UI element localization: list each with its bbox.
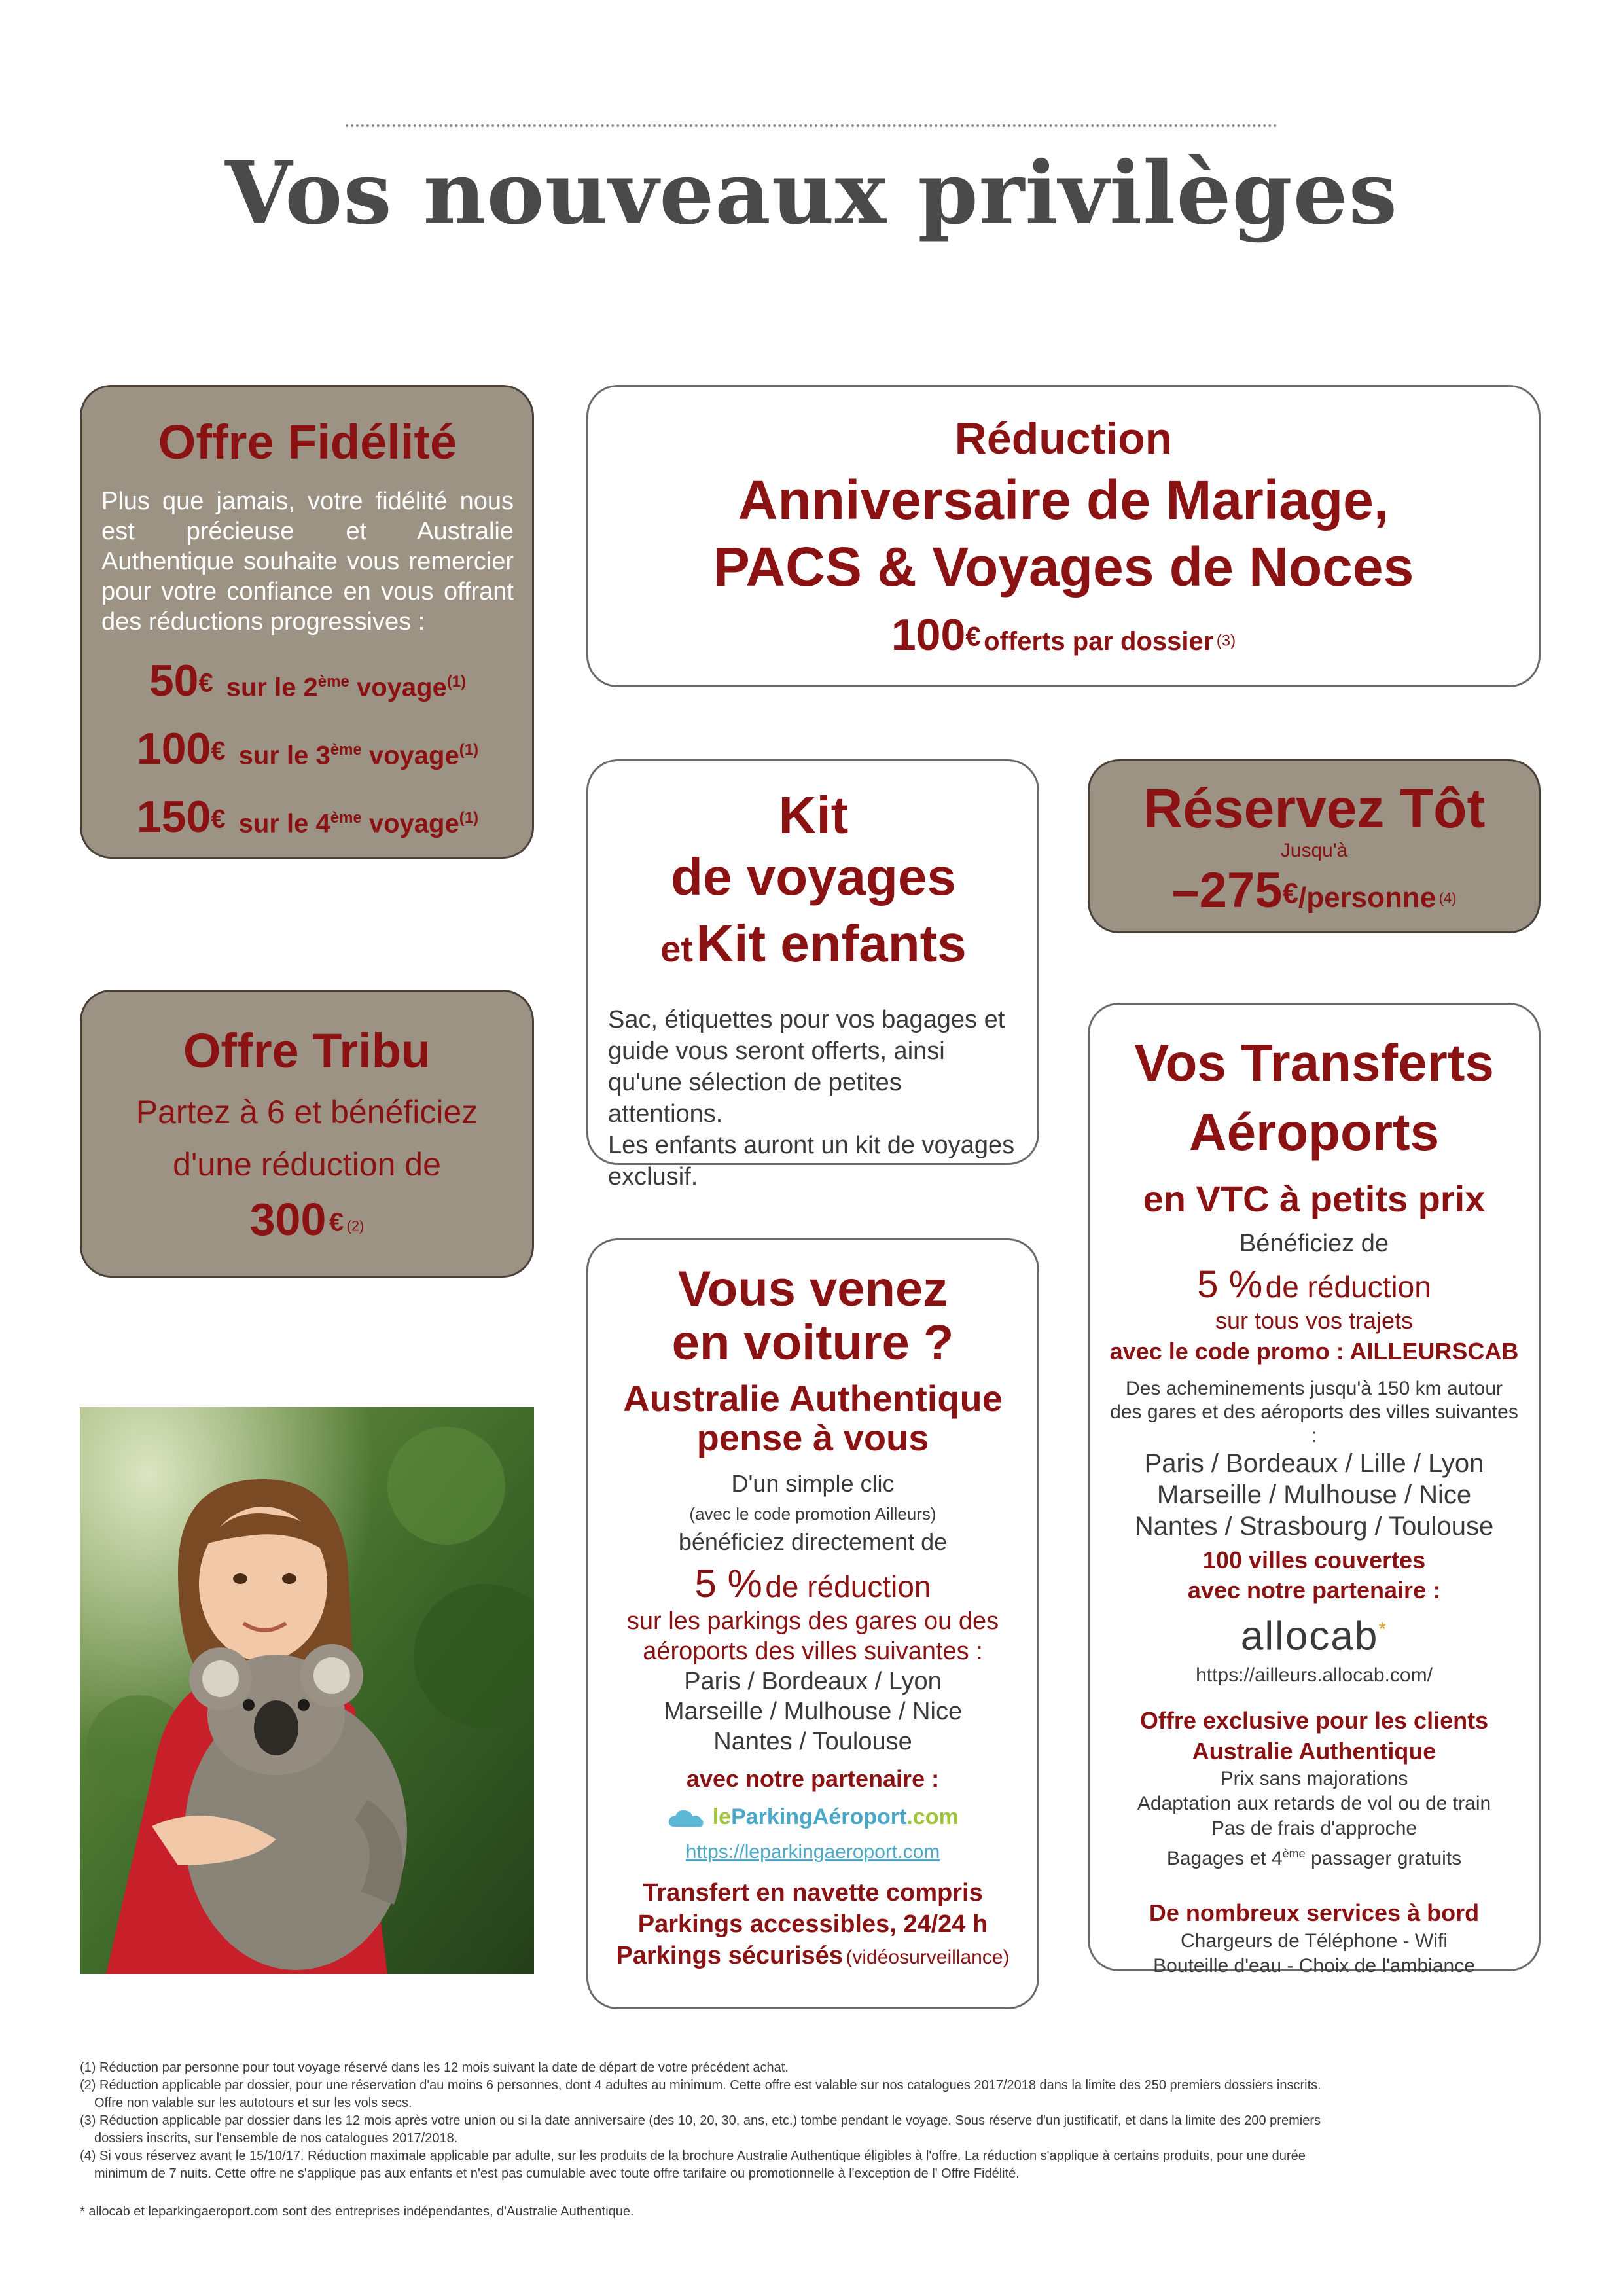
dotted-divider <box>346 124 1277 127</box>
parking-url[interactable]: https://leparkingaeroport.com <box>685 1841 940 1863</box>
voiture-cities: Paris / Bordeaux / Lyon <box>684 1668 942 1695</box>
fidelite-row: 100€ sur le 3ème voyage$^{(1)}$ <box>136 724 479 774</box>
fidelite-row: 150€ sur le 4ème voyage$^{(1)}$ <box>136 792 479 842</box>
voiture-cities: Nantes / Toulouse <box>713 1728 912 1755</box>
voiture-benefit: Parkings accessibles, 24/24 h <box>637 1910 988 1938</box>
kit-paragraph-2: Les enfants auront un kit de voyages exclusif. <box>608 1132 1015 1191</box>
kit-line1: Kit <box>778 786 849 844</box>
kit-line2: de voyages <box>671 848 956 906</box>
fidelite-intro: Plus que jamais, votre fidélité nous est précieuse et Australie Authentique souhaite vous remercier pour votre confiance en vous offrant des réductions progressives : <box>101 488 514 636</box>
photo-illustration <box>80 1407 534 1974</box>
fidelite-heading: Offre Fidélité <box>158 415 457 469</box>
transferts-partenaire: avec notre partenaire : <box>1187 1577 1441 1604</box>
transferts-feature: Prix sans majorations <box>1220 1767 1408 1789</box>
voiture-benef: bénéficiez directement de <box>678 1528 948 1555</box>
parking-aeroport-logo: leParkingAéroport.com <box>588 1797 1037 1837</box>
footnote: (3) Réduction applicable par dossier dans les 12 mois après votre union ou si la date anniversaire (des 10, 20, 30, ans, etc.) tombe pendant le voyage. Sous réserve d'un justificatif, et dans la limite des 200 premiers <box>80 2113 1321 2128</box>
fidelite-row: 50€ sur le 2ème voyage$^{(1)}$ <box>149 656 467 706</box>
voiture-parkings: sur les parkings des gares ou des <box>626 1607 999 1635</box>
offre-fidelite-card <box>80 385 534 859</box>
footnote: (2) Réduction applicable par dossier, pour une réservation d'au moins 6 personnes, dont 4 adultes au minimum. Cette offre est valable sur nos catalogues 2017/2018 dans la limite des 250 premiers dossiers inscrits. <box>80 2078 1321 2092</box>
transferts-cities: Nantes / Strasbourg / Toulouse <box>1134 1512 1494 1541</box>
disclaimer: * allocab et leparkingaeroport.com sont des entreprises indépendantes, d'Australie Authentique. <box>80 2204 634 2219</box>
voiture-h2: en voiture ? <box>671 1315 954 1371</box>
footnote: (4) Si vous réservez avant le 15/10/17. Réduction maximale applicable par adulte, sur les produits de la brochure Australie Authentique éligibles à l'offre. La réduction s'applique à certains produits, pour une durée <box>80 2149 1306 2163</box>
voiture-h4: pense à vous <box>696 1417 929 1458</box>
reservez-tot-card <box>1088 759 1541 933</box>
footnote: minimum de 7 nuits. Cette offre ne s'applique pas aux enfants et n'est pas cumulable avec toute offre tarifaire ou promotionnelle à l'exception de l' Offre Fidélité. <box>94 2166 1020 2181</box>
transferts-villes: 100 villes couvertes <box>1202 1547 1426 1573</box>
transferts-exclusive-2: Australie Authentique <box>1192 1737 1436 1765</box>
reduction-mariage-card <box>586 385 1541 687</box>
voiture-parkings-2: aéroports des villes suivantes : <box>643 1638 983 1665</box>
reservez-heading: Réservez Tôt <box>1143 778 1486 839</box>
reservez-sub: Jusqu'à <box>1280 840 1348 861</box>
transferts-exclusive: Offre exclusive pour les clients <box>1139 1706 1489 1734</box>
transferts-promo: avec le code promo : AILLEURSCAB <box>1109 1338 1519 1365</box>
offre-tribu-card <box>80 990 534 1278</box>
kit-paragraph: Sac, étiquettes pour vos bagages et guide vous seront offerts, ainsi qu'une sélection de petites attentions. <box>608 1006 1005 1128</box>
voiture-code: (avec le code promotion Ailleurs) <box>689 1504 936 1524</box>
fidelite-rows <box>101 655 514 859</box>
mariage-offer: 100€ offerts par dossier (3) <box>891 610 1236 660</box>
transferts-cities: Paris / Bordeaux / Lille / Lyon <box>1144 1449 1484 1478</box>
voiture-benefit: Transfert en navette compris <box>643 1879 983 1907</box>
transferts-h3: en VTC à petits prix <box>1143 1178 1486 1219</box>
transferts-cities: Marseille / Mulhouse / Nice <box>1156 1480 1472 1509</box>
transferts-h2: Aéroports <box>1188 1103 1440 1161</box>
tribu-line2: d'une réduction de <box>173 1146 441 1183</box>
girl-koala-photo <box>80 1407 534 1974</box>
voiture-h1: Vous venez <box>677 1261 948 1317</box>
transferts-feature: Adaptation aux retards de vol ou de train <box>1137 1792 1491 1814</box>
transferts-service: Bouteille d'eau - Choix de l'ambiance <box>1153 1954 1475 1977</box>
footnote: Offre non valable sur les autotours et sur les vols secs. <box>94 2096 412 2110</box>
mariage-line3: PACS & Voyages de Noces <box>713 536 1414 598</box>
footnote: dossiers inscrits, sur l'ensemble de nos catalogues 2017/2018. <box>94 2131 458 2145</box>
voiture-pct: 5 % de réduction <box>694 1562 931 1605</box>
transferts-card <box>1088 1003 1541 1977</box>
footnote: (1) Réduction par personne pour tout voyage réservé dans les 12 mois suivant la date de départ de votre précédent achat. <box>80 2060 789 2075</box>
transferts-h1: Vos Transferts <box>1134 1033 1494 1092</box>
transferts-feature: Pas de frais d'approche <box>1211 1817 1418 1839</box>
voiture-card <box>586 1238 1039 2009</box>
transferts-feature: Bagages et 4ème passager gratuits <box>1166 1846 1462 1869</box>
transferts-pct: 5 % de réduction <box>1197 1263 1431 1306</box>
transferts-service: Chargeurs de Téléphone - Wifi <box>1181 1929 1448 1952</box>
voiture-benefit: Parkings sécurisés (vidéosurveillance) <box>616 1942 1010 1969</box>
transferts-services: De nombreux services à bord <box>1149 1899 1480 1926</box>
tribu-heading: Offre Tribu <box>183 1024 431 1078</box>
voiture-cities: Marseille / Mulhouse / Nice <box>663 1698 963 1725</box>
footnotes <box>80 2059 1533 2183</box>
cloud-icon <box>667 1807 706 1829</box>
allocab-url[interactable]: https://ailleurs.allocab.com/ <box>1196 1664 1433 1686</box>
kit-voyages-card <box>586 759 1039 1191</box>
transferts-beneficiez: Bénéficiez de <box>1239 1230 1389 1257</box>
tribu-amount: 300 € (2) <box>249 1194 365 1245</box>
allocab-logo: allocab* <box>1240 1613 1388 1659</box>
voiture-h3: Australie Authentique <box>623 1378 1003 1419</box>
mariage-line1: Réduction <box>954 414 1173 463</box>
page-title: Vos nouveaux privilèges <box>225 143 1398 244</box>
kit-line3: et Kit enfants <box>660 914 967 973</box>
transferts-desc: Des acheminements jusqu'à 150 km autour des gares et des aéroports des villes suivantes : <box>1110 1378 1518 1446</box>
voiture-partner: avec notre partenaire : <box>686 1765 940 1792</box>
voiture-clic: D'un simple clic <box>731 1470 895 1497</box>
tribu-line1: Partez à 6 et bénéficiez <box>135 1094 478 1130</box>
mariage-line2: Anniversaire de Mariage, <box>738 469 1389 531</box>
transferts-trajets: sur tous vos trajets <box>1215 1307 1414 1334</box>
reservez-amount: –275€/personne (4) <box>1171 863 1457 918</box>
